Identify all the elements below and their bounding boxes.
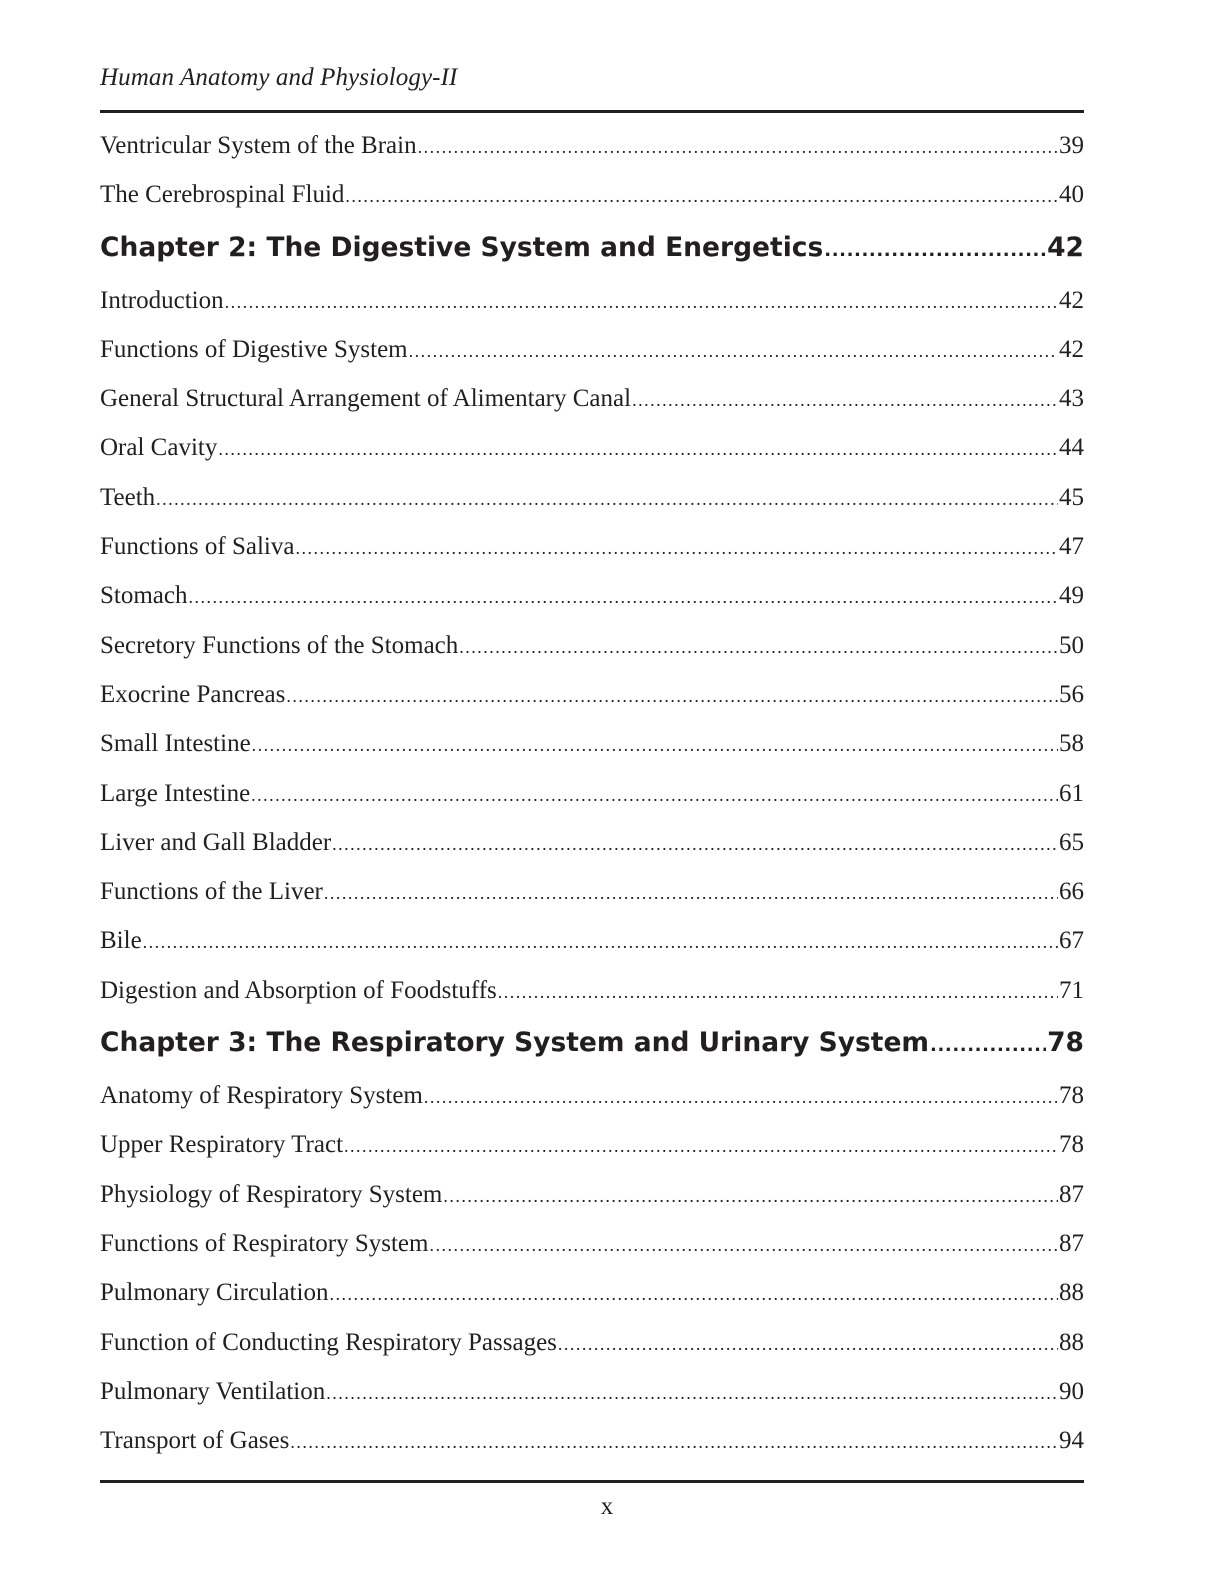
toc-section-entry[interactable] bbox=[100, 325, 1084, 374]
dot-leader bbox=[290, 1418, 1058, 1467]
toc-entry-page-number: 39 bbox=[1059, 132, 1084, 159]
dot-leader bbox=[409, 327, 1058, 376]
toc-section-entry[interactable] bbox=[100, 522, 1084, 571]
dot-leader bbox=[324, 869, 1058, 918]
toc-entry-page-number: 42 bbox=[1059, 335, 1084, 363]
dot-leader bbox=[251, 771, 1058, 820]
toc-entry-title: Functions of the Liver bbox=[100, 878, 323, 906]
toc-entry-title: Functions of Digestive System bbox=[100, 335, 408, 363]
toc-section-entry[interactable] bbox=[100, 571, 1084, 620]
toc-entry-title: Chapter 2: The Digestive System and Energetics bbox=[100, 231, 824, 263]
toc-entry-page-number: 66 bbox=[1059, 878, 1084, 906]
toc-entry-page-number: 67 bbox=[1059, 927, 1084, 955]
toc-entry-title: Small Intestine bbox=[100, 730, 251, 758]
dot-leader bbox=[632, 376, 1058, 425]
toc-entry-page-number: 56 bbox=[1059, 680, 1084, 708]
dot-leader bbox=[252, 721, 1058, 770]
toc-entry-title: Upper Respiratory Tract bbox=[100, 1131, 344, 1159]
dot-leader bbox=[143, 918, 1058, 967]
toc-entry-title: Anatomy of Respiratory System bbox=[100, 1082, 423, 1110]
toc-section-entry[interactable] bbox=[100, 966, 1084, 1015]
toc-section-entry[interactable] bbox=[100, 121, 1084, 170]
toc-section-entry[interactable] bbox=[100, 1416, 1084, 1465]
dot-leader bbox=[930, 1018, 1046, 1074]
dot-leader bbox=[225, 278, 1058, 327]
toc-entry-page-number: 90 bbox=[1059, 1377, 1084, 1405]
toc-entry-title: Physiology of Respiratory System bbox=[100, 1180, 443, 1208]
toc-entry-title: Bile bbox=[100, 927, 142, 955]
toc-entry-page-number: 78 bbox=[1047, 1027, 1084, 1059]
page-number: x bbox=[600, 1493, 614, 1520]
toc-section-entry[interactable] bbox=[100, 621, 1084, 670]
toc-entry-page-number: 44 bbox=[1059, 434, 1084, 462]
toc-entry-title: Liver and Gall Bladder bbox=[100, 828, 332, 856]
toc-section-entry[interactable] bbox=[100, 1268, 1084, 1317]
toc-section-entry[interactable] bbox=[100, 818, 1084, 867]
dot-leader bbox=[558, 1320, 1058, 1369]
toc-section-entry[interactable] bbox=[100, 1367, 1084, 1416]
toc-section-entry[interactable] bbox=[100, 473, 1084, 522]
toc-entry-page-number: 43 bbox=[1059, 385, 1084, 413]
dot-leader bbox=[332, 820, 1058, 869]
toc-section-entry[interactable] bbox=[100, 670, 1084, 719]
toc-entry-page-number: 71 bbox=[1059, 976, 1084, 1004]
toc-entry-title: Digestion and Absorption of Foodstuffs bbox=[100, 976, 497, 1004]
toc-entry-title: Teeth bbox=[100, 483, 156, 511]
toc-section-entry[interactable] bbox=[100, 1318, 1084, 1367]
dot-leader bbox=[429, 1221, 1058, 1270]
dot-leader bbox=[344, 1122, 1058, 1171]
toc-entry-title: Ventricular System of the Brain bbox=[100, 132, 417, 159]
table-of-contents bbox=[100, 121, 1084, 1465]
dot-leader bbox=[459, 623, 1058, 672]
toc-entry-page-number: 88 bbox=[1059, 1328, 1084, 1356]
toc-entry-page-number: 65 bbox=[1059, 828, 1084, 856]
toc-entry-page-number: 94 bbox=[1059, 1427, 1084, 1455]
toc-entry-page-number: 58 bbox=[1059, 730, 1084, 758]
toc-section-entry[interactable] bbox=[100, 276, 1084, 325]
toc-entry-title: Introduction bbox=[100, 286, 224, 314]
running-head-title: Human Anatomy and Physiology-II bbox=[100, 64, 458, 91]
toc-section-entry[interactable] bbox=[100, 374, 1084, 423]
toc-entry-page-number: 87 bbox=[1059, 1229, 1084, 1257]
toc-entry-title: Function of Conducting Respiratory Passages bbox=[100, 1328, 557, 1356]
dot-leader bbox=[326, 1369, 1058, 1418]
toc-section-entry[interactable] bbox=[100, 1219, 1084, 1268]
toc-entry-title: The Cerebrospinal Fluid bbox=[100, 181, 345, 209]
toc-entry-page-number: 50 bbox=[1059, 631, 1084, 659]
toc-entry-title: Pulmonary Ventilation bbox=[100, 1377, 326, 1405]
dot-leader bbox=[824, 223, 1046, 279]
toc-entry-title: Secretory Functions of the Stomach bbox=[100, 631, 459, 659]
toc-entry-page-number: 88 bbox=[1059, 1279, 1084, 1307]
dot-leader bbox=[498, 968, 1058, 1017]
toc-section-entry[interactable] bbox=[100, 423, 1084, 472]
toc-section-entry[interactable] bbox=[100, 769, 1084, 818]
toc-entry-title: Oral Cavity bbox=[100, 434, 218, 462]
dot-leader bbox=[295, 524, 1058, 573]
toc-chapter-entry[interactable] bbox=[100, 220, 1084, 276]
toc-entry-title: Chapter 3: The Respiratory System and Urinary System bbox=[100, 1027, 930, 1059]
toc-entry-page-number: 49 bbox=[1059, 582, 1084, 610]
toc-entry-title: Stomach bbox=[100, 582, 188, 610]
toc-section-entry[interactable] bbox=[100, 1120, 1084, 1169]
toc-entry-page-number: 42 bbox=[1047, 231, 1084, 263]
footer-rule bbox=[100, 1480, 1084, 1483]
toc-entry-title: Large Intestine bbox=[100, 779, 251, 807]
header-rule bbox=[100, 110, 1084, 113]
toc-entry-page-number: 78 bbox=[1059, 1131, 1084, 1159]
toc-section-entry[interactable] bbox=[100, 1170, 1084, 1219]
dot-leader bbox=[424, 1073, 1058, 1122]
toc-section-entry[interactable] bbox=[100, 867, 1084, 916]
dot-leader bbox=[443, 1172, 1058, 1221]
dot-leader bbox=[189, 573, 1059, 622]
toc-section-entry[interactable] bbox=[100, 170, 1084, 219]
dot-leader bbox=[156, 475, 1058, 524]
toc-entry-title: General Structural Arrangement of Alimentary Canal bbox=[100, 385, 632, 413]
dot-leader bbox=[286, 672, 1058, 721]
dot-leader bbox=[345, 172, 1058, 221]
toc-entry-title: Transport of Gases bbox=[100, 1427, 290, 1455]
toc-entry-page-number: 61 bbox=[1059, 779, 1084, 807]
toc-section-entry[interactable] bbox=[100, 719, 1084, 768]
toc-entry-page-number: 45 bbox=[1059, 483, 1084, 511]
toc-entry-title: Functions of Saliva bbox=[100, 533, 295, 561]
toc-section-entry[interactable] bbox=[100, 1071, 1084, 1120]
toc-entry-page-number: 40 bbox=[1059, 181, 1084, 209]
toc-entry-page-number: 42 bbox=[1059, 286, 1084, 314]
dot-leader bbox=[418, 123, 1058, 172]
toc-entry-title: Functions of Respiratory System bbox=[100, 1229, 429, 1257]
toc-entry-title: Exocrine Pancreas bbox=[100, 680, 286, 708]
dot-leader bbox=[218, 425, 1058, 474]
toc-entry-page-number: 87 bbox=[1059, 1180, 1084, 1208]
toc-chapter-entry[interactable] bbox=[100, 1015, 1084, 1071]
toc-entry-page-number: 47 bbox=[1059, 533, 1084, 561]
dot-leader bbox=[329, 1270, 1058, 1319]
toc-entry-title: Pulmonary Circulation bbox=[100, 1279, 329, 1307]
toc-entry-page-number: 78 bbox=[1059, 1082, 1084, 1110]
toc-section-entry[interactable] bbox=[100, 916, 1084, 965]
